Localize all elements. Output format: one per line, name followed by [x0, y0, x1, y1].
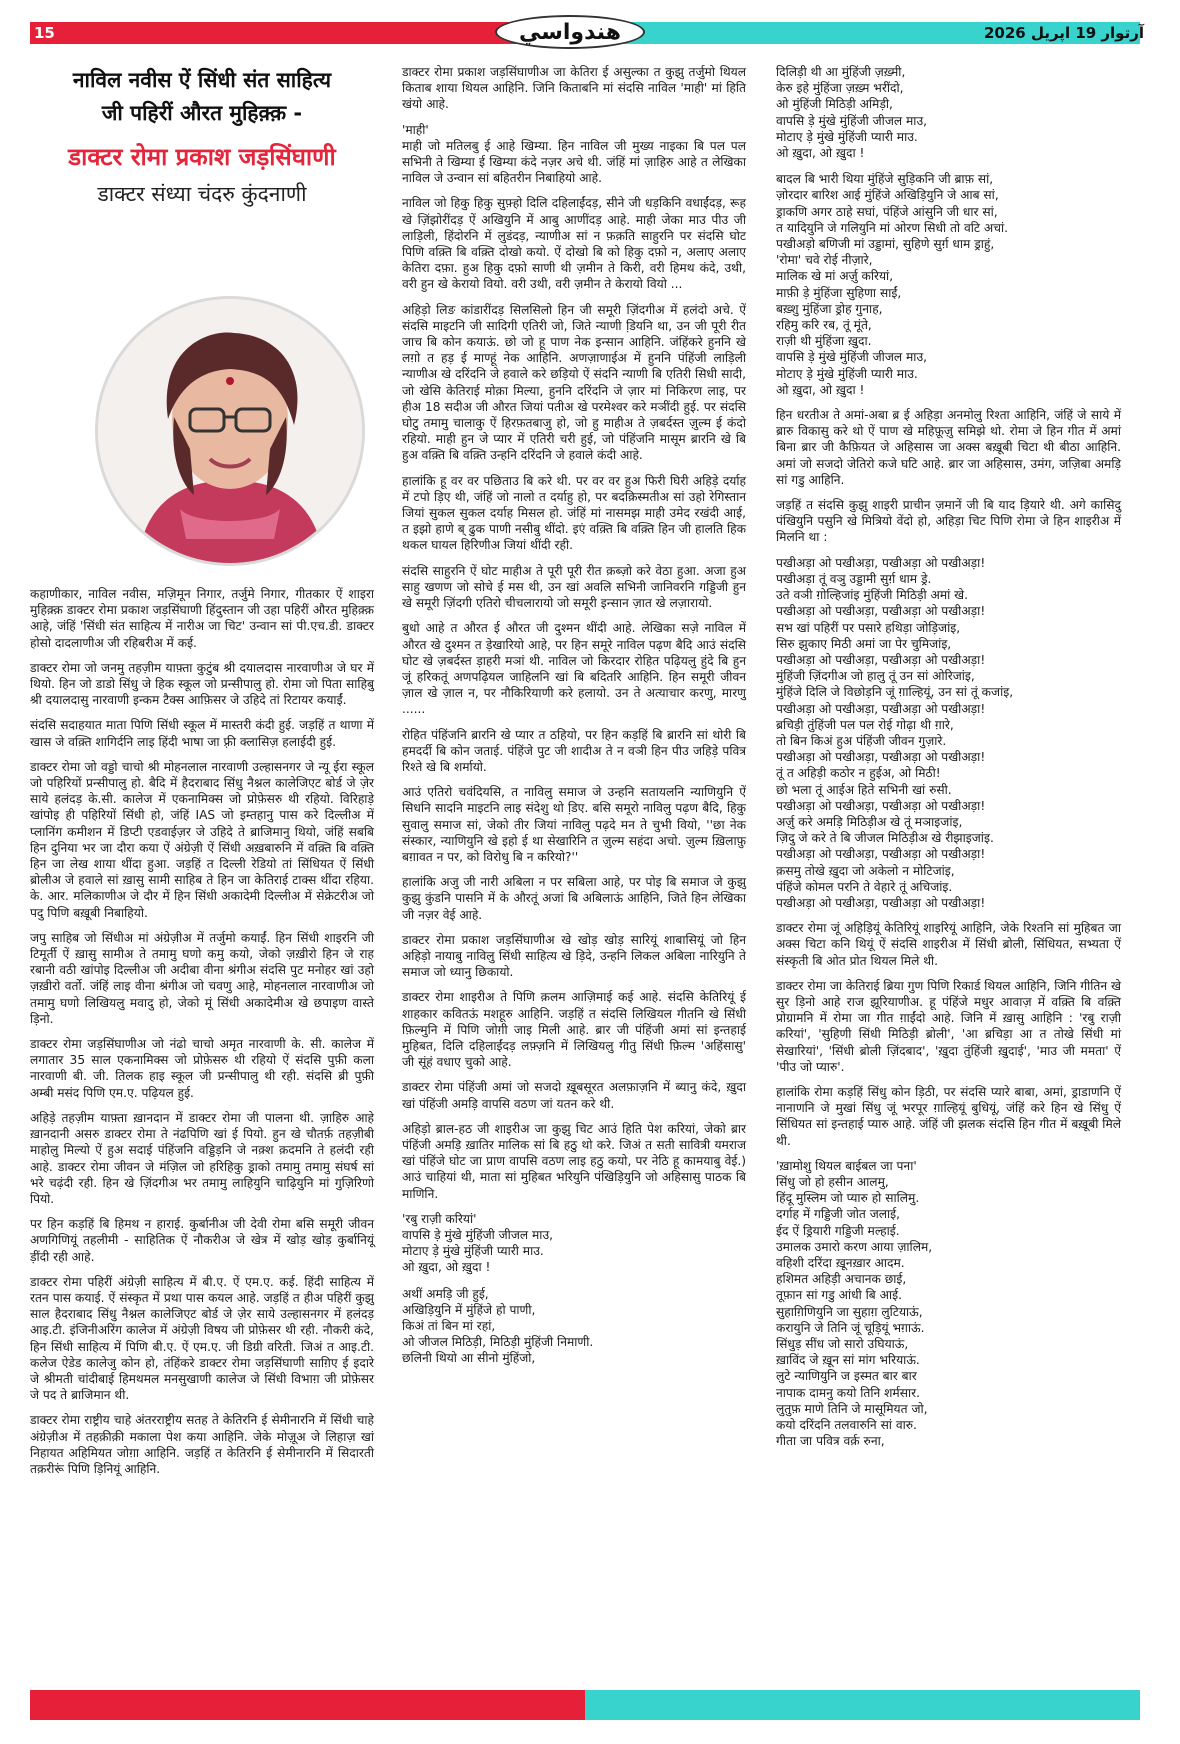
column-3: [776, 64, 1121, 1458]
poem-line: सभ खां पहिरीं पर पसारे हथिड़ा जोड़िजांइ,: [776, 620, 961, 635]
paragraph: संदसि सदाहयात माता पिणि सिंधी स्कूल में मास्तरी कंदी हुई. जड़हिं त थाणा में खास जे वक़्ति शागिर्दनि लाइ हिंदी भाषा जा फ़्री क्लासिज़ हलाईदी हुई.: [30, 718, 374, 749]
paragraph: डाक्टर रोमा प्रकाश जड़सिंघाणीअ खे खोड़ खोड़ सारियूं शाबासियूं जो हिन अहिड़ो नायाबु नाविलु सिंधी साहित्य खे ड़िदे, उन्हनि लिकल अबिला नारियुनि ते समाज जो ध्यानु छिकायो.: [402, 932, 746, 980]
footer-bar: [30, 1690, 1140, 1720]
poem-line: वापसि ड़े मुंखे मुंहिंजी जीजल माउ,: [402, 1228, 554, 1242]
poem-line: कयो दरिंदनि तलवारुनि सां वारु.: [776, 1418, 917, 1433]
portrait-photo: [95, 296, 365, 566]
poem-line: वापसि ड़े मुंखे मुंहिंजी जीजल माउ,: [776, 350, 928, 365]
paragraph: माही जो मतिलबु ई आहे खिम्या. हिन नाविल जी मुख्य नाइका बि पल पल सभिनी ते खिम्या ई खिम्या कंदे नज़र अचे थी. जंहिं मां ज़ाहिरु आहे त लेखिका नाविल जे उन्वान सां बहितरीन निबाहियो आहे.: [402, 138, 746, 186]
paragraph: डाक्टर रोमा जड़सिंघाणीअ जो नंढो चाचो अमृत नारवाणी के. सी. कालेज में लगातार 35 साल एकनामिक्स जो प्रोफ़ेसरु थी रहियो ऐं संदसि पुफ़ी कला नारवाणी बी. जी. तिलक हाइ स्कूल जी प्रन्सीपालु थी रही. संदसि ब्री पुफ़ी अम्बी मसंद पिणि एम.ए. पढ़ियल हुई.: [30, 1037, 374, 1100]
poem-line: हशिमत अहिड़ी अचानक छाई,: [776, 1272, 907, 1287]
paragraph: डाक्टर रोमा प्रकाश जड़सिंघाणीअ जा केतिरा ई असुल्का त कुझु तर्जुमो थियल किताब शाया थियल आहिनि. जिनि किताबनि मां संदसि नाविल 'माही' मां हिति खंयो आहे.: [402, 65, 746, 112]
poem-line: किअं तां बिन मां रहां,: [402, 1319, 496, 1334]
poem-line: रहिमु करि रब, तूं मूंते,: [776, 318, 872, 333]
poem-line: सिंधुड़ सींध जो सारो उघियाऊं,: [776, 1337, 909, 1352]
poem-line: ख़ाविंद जे ख़ून सां मांग भरियाऊं.: [776, 1353, 920, 1368]
poem-line: ओ जीजल मिठिड़ी, मिठिड़ी मुंहिंजी निमाणी.: [402, 1335, 594, 1350]
poem-line: मालिक खे मां अर्ज़ु करियां,: [776, 269, 894, 284]
poem-line: पंहिंजे कोमल परनि ते वेहारे तूं अचिजांइ.: [776, 879, 953, 894]
poem-line: अथीं अमड़ि जी हुई,: [402, 1286, 489, 1301]
poem-continued: [776, 64, 1121, 398]
poem-line: तो बिन किअं हुअ पंहिंजी जीवन गुज़ारे.: [776, 733, 947, 748]
poem-line: पखीअड़ा ओ पखीअड़ा, पखीअड़ा ओ पखीअड़ा!: [776, 798, 986, 813]
headline-line-2: जी पहिरीं औरत मुहिक़्क़ -: [101, 101, 303, 125]
poem-line: माफ़ी ड़े मुंहिंजा सुहिणा साईं,: [776, 285, 902, 300]
poem-line: छो भला तूं आईअ हिते सभिनी खां रुसी.: [776, 782, 952, 797]
poem-line: सिरु झुकाए मिठी अमां जा पेर चुमिजांइ,: [776, 636, 952, 651]
masthead-logo: هندواسي: [495, 15, 645, 49]
page-number: 15: [34, 24, 55, 42]
dateline: آرتوار 19 اپريل 2026: [983, 24, 1144, 42]
poem-line: ईद ऐं ड्रियारी गड्डिजी मल्हाई.: [776, 1223, 900, 1238]
column-1-body: [30, 586, 374, 1486]
poem-line: 'रोमा' चवे रोई नीज़ारे,: [776, 253, 873, 268]
paragraph: हिन धरतीअ ते अमां-अबा ब्र ई अहिड़ा अनमोलु रिश्ता आहिनि, जंहिं जे साये में ब्रारु विकासु करे थो ऐं पाण खे महिफ़ूज़ु समिझे थो. रोमा जे हिन गीत में अमां बिना ब्रार जी कैफ़ियत जे अहिसास जा अक्स बख़ूबी चिटा थी बीठा आहिनि. अमां जो सजदो जेतिरो कजे घटि आहे. ब्रार जा अहिसास, उमंग, जज़िबा अमड़ि सां गडु आहिनि.: [776, 408, 1121, 487]
poem-line: पखीअड़ा ओ पखीअड़ा, पखीअड़ा ओ पखीअड़ा!: [776, 604, 986, 619]
poem-line: पखीअड़ा तूं वञु उड्डामी सुर्ग़ धाम ड्रे.: [776, 571, 932, 586]
paragraph: कहाणीकार, नाविल नवीस, मज़िमून निगार, तर्जुमे निगार, गीतकार ऐं शाइरा मुहिक़्क़ डाक्टर रोमा प्रकाश जड़सिंघाणी हिंदुस्तान जी उहा पहिरीं औरत मुहिक़्क़ आहे, जंहिं 'सिंधी संत साहित्य में नारीअ जा चिट' उन्वान सां पी.एच.डी. डाक्टर होसो दादलाणीअ जी रहिबरीअ में कई.: [30, 587, 374, 650]
column-2: [402, 64, 746, 1376]
poem-line: मोटाए ड़े मुंखे मुंहिंजी प्यारी माउ.: [776, 129, 918, 144]
footer-bar-red: [30, 1690, 585, 1720]
poem-line: छलिनी थियो आ सीनो मुंहिंजो,: [402, 1351, 536, 1366]
subject-name: डाक्टर रोमा प्रकाश जड़सिंघाणी: [68, 143, 336, 171]
poem-line: गीता जा पवित्र वर्क़ रुना,: [776, 1434, 885, 1449]
byline: डाक्टर संध्या चंदरु कुंदनाणी: [97, 182, 307, 206]
paragraph: संदसि साहुरनि ऐं घोट माहीअ ते पूरी पूरी रीत क़ब्ज़ो करे वेठा हुआ. अजा हुअ साहु खणण जो सोचे ई मस थी, उन खां अवलि सभिनी जानिवरनि गड्डिजी हुन खे समूरी ज़िंदगी एतिरो चीचलारायो जो समूरी इन्सान ज़ात खे लज़ारायो.: [402, 563, 746, 611]
paragraph: डाक्टर रोमा जा केतिराई ब्रिया गुण पिणि रिकार्ड थियल आहिनि, जिनि गीतिन खे सुर ड़िनो आहे राज झूरियाणीअ. हू पंहिंजे मधुर आवाज़ में वक़्ति बि वक़्ति प्रोग्रामनि में रोमा जा गीत ग़ाईंदो आहे. जिनि में ख़ासु आहिनि : 'रबु राज़ी करियां', 'सुहिणी सिंधी मिठिड़ी ब्रोली', 'आ ब्रचिड़ा आ त तोखे सिंधी मां सेखारियां', 'सिंधी ब्रोली ज़िंदबाद', 'ख़ुदा तुंहिंजी ख़ुदाई', 'माउ जी ममता' ऐं 'पीउ जो प्यारु'.: [776, 978, 1121, 1074]
poem-line: 'रबु राज़ी करियां': [402, 1211, 477, 1226]
poem-line: ओ ख़ुदा, ओ ख़ुदा !: [776, 382, 865, 397]
paragraph: डाक्टर रोमा जो वड्डो चाचो श्री मोहनलाल नारवाणी उल्हासनगर जे न्यू ईरा स्कूल जो पहिरियों प्रन्सीपालु हो. बैदि में हैदराबाद सिंधु नैश्नल कालेजिएट बोर्ड जे ज़ेर साये हलंदड़ के.सी. कालेज में एकनामिक्स जो प्रोफ़ेसरु थी रहियो. विरिहाड़े खांपोइ ही पहिरियों सिंधी हो, जंहिं IAS जो इम्तहानु पास करे दिल्लीअ में प्लानिंग कमीशन में डिप्टी एडवाईज़र जे उहिदे ते ब्राजिमानु थियो, जंहिं सबबि हिन दुनिया भर जा दौरा कया ऐं अंग्रेज़ी ऐं सिंधी अख़बारुनि में वक़्ति बि वक़्ति हिन जा लेख शाया थींदा हुआ. जड़हिं त दिल्ली रेडियो तां सिंधियत ऐं सिंधी ब्रोलीअ जे हवाले सां ख़ासु सामी साहिब ते हिन जा केतिराई टाक्स थींदा रहिया. के. आर. मलिकाणीअ जे दौर में हिन सिंधी अकादेमी दिल्लीअ में सेक्रेटरीअ जो पदु पिणि बख़ूबी निबाहियो.: [30, 759, 374, 920]
poem-line: करायुनि जे तिनि जूं चूड़ियूं भग़ाऊं.: [776, 1320, 925, 1335]
paragraph: बुधो आहे त औरत ई औरत जी दुश्मन थींदी आहे. लेखिका सज़े नाविल में औरत खे दुश्मन त ड़ेखारियो आहे, पर हिन समूरे नाविल पढ़ण बैदि आउं संदसि घोट खे ज़बर्दस्त ड़ाहरी मञां थी. नाविल जो किरदार रोहित पढ़ियलु हुंदे बि हुन जूं हरिकतूं अणपढ़ियल जाहिलनि खां बि बदितरि आहिनि. हिन समूरी जीवन ज़ाल खे ज़ाल न, पर नौकिरियाणी करे हलायो. उन ते अत्याचार करणु, मारणु ......: [402, 621, 746, 717]
novel-title: 'माही': [402, 122, 429, 137]
paragraph: डाक्टर रोमा पहिरीं अंग्रेज़ी साहित्य में बी.ए. ऐं एम.ए. कई. हिंदी साहित्य में रतन पास कयाई. ऐं संस्कृत में प्रथा पास कयल आहे. जड़हिं त हीअ पहिरीं कुझु साल हैदराबाद सिंधु नैश्नल कालेजिएट बोर्ड जे ज़ेर साये उल्हासनगर में हलंदड़ आइ.टी. इंजिनीअरिंग कालेज में अंग्रेज़ी विषय जी प्रोफ़ेसर थी रही. नौकरी कंदे, हिन सिंधी साहित्य में पिणि बी.ए. ऐं एम.ए. जी डिग्री वरिती. जिअं त आइ.टी. कलेज ऐडेड कालेजु कोन हो, तंहिंकरे डाक्टर रोमा जड़सिंघाणी साग़िए ई इदारे जे श्रीमती चांदीबाई हिमथमल मनसुखाणी कालेज जे सिंधी विभाग़ जी प्रोफ़ेसर जे पद ते ब्राजिमान थी.: [30, 1274, 374, 1403]
poem-line: वहिशी दरिंदा ख़ूनख़ार आदम.: [776, 1256, 905, 1271]
paragraph: अहिड़ो लिङ कांडारींदड़ सिलसिलो हिन जी समूरी ज़िंदगीअ में हलंदो अचे. ऐं संदसि माइटनि जी सादिगी एतिरी जो, जिते न्याणी डि़यनि था, उन जी पूरी रीत जाच बि कोन कयाऊं. छो जो हू पाण नेक इन्सान आहिनि. जंहिंकरे हुननि खे लग़ो त हड़ ई माण्हूं नेक आहिनि. अणज़ाणाईअ में हुननि पंहिंजी लाड़िली न्याणीअ खे दरिंदनि जे हवाले करे छड़ियो ऐं संदनि न्याणी बि एतिरी सिधी सादी, जो खेसि केतिराई मोक़ा मिल्या, हुननि दरिंदनि जे ज़ार मां निकिरण लाइ, पर हीअ 18 सदीअ जी औरत जियां पतीअ खे परमेश्वर करे मञींदी हुई. पर संदसि घोटु तमामु चालाकु ऐं हिरफ़तबाजु हो, जो हु माहीअ ते ज़बर्दस्त ज़ुल्म ई कंदो रहियो. माही हुन जे प्यार में एतिरी चरी हुई, जो पंहिंजनि मासूम ब्रारनि खे बि हुअ वक़्ति बि वक़्ति उन्हनि दरिंदनि जे हवाले कंदी आहे.: [402, 302, 746, 463]
poem-line: बख़्शु मुंहिंजा ड्रोह गुनाह,: [776, 301, 883, 316]
poem-line: पखीअड़ा ओ पखीअड़ा, पखीअड़ा ओ पखीअड़ा!: [776, 847, 986, 862]
poem-rabu-razi: [402, 1211, 746, 1367]
paragraph: हालांकि रोमा कड़हिं सिंधु कोन ड़िठी, पर संदसि प्यारे बाबा, अमां, ड्राडाणनि ऐं नानाणनि जे मुखां सिंधु जूं भरपूर ग़ाल्हियूं बुधियूं, जंहिं करे हिन खे सिंधु ऐं सिंधियत सां इन्तहाई प्यारु आहे. जंहिं जी झलक संदसि हिन गीत में बख़ूबी मिले थी.: [776, 1084, 1121, 1148]
paragraph: हालांकि अजु जी नारी अबिला न पर सबिला आहे, पर पोइ बि समाज जे कुझु कुझु कुंडनि पासनि में के औरतूं अजां बि अबिलाऊं आहिनि, जिते हिन लेखिका जी नज़र वेई आहे.: [402, 875, 746, 922]
poem-line: ज़ोरदार बारिश आई मुंहिंजे अखिड़ियुनि जे आब सां,: [776, 188, 999, 203]
poem-line: तूफ़ान सां गडु आंधी बि आई.: [776, 1288, 902, 1303]
poem-line: 'ख़ामोशु थियल बाईबल जा पना': [776, 1158, 917, 1173]
poem-line: पखीअड़ा ओ पखीअड़ा, पखीअड़ा ओ पखीअड़ा!: [776, 750, 986, 765]
poem-line: पखीअड़ो बणिजी मां उड्डामां, सुहिणे सुर्ग़ धाम ड्राहुं,: [776, 237, 995, 252]
poem-line: पखीअड़ा ओ पखीअड़ा, पखीअड़ा ओ पखीअड़ा!: [776, 652, 986, 667]
paragraph: जपु साहिब जो सिंधीअ मां अंग्रेज़ीअ में तर्जुमो कयाईं. हिन सिंधी शाइरनि जी टिमूर्ती ऐं ख़ासु सामीअ ते तमामु घणो कमु कयो, जेको ज़ख़ीरो हिन जे राह रबानी वठी खांपोइ दिल्लीअ जी अदीबा वीना श्रंगीअ संदसि पुट मनोहर खां उहो ज़ख़ीरो वर्तो. जंहिं लाइ वीना श्रंगीअ जो चवणु आहे, मोहनलाल नारवाणीअ जो तमामु घणो लिखियलु मवादु हो, जेको मूं सिंधी अकादेमीअ खे छपाइण वास्ते ड़िनो.: [30, 930, 374, 1026]
poem-line: पखीअड़ा ओ पखीअड़ा, पखीअड़ा ओ पखीअड़ा!: [776, 555, 986, 570]
poem-line: नापाक दामनु कयो तिनि शर्मसार.: [776, 1385, 920, 1400]
poem-line: मुंहिंजी ज़िंदगीअ जो हालु तूं उन सां ओरिजांइ,: [776, 669, 975, 684]
paragraph: डाक्टर रोमा पंहिंजी अमां जो सजदो ख़ूबसूरत अलफ़ाज़नि में ब्यानु कंदे, ख़ुदा खां पंहिंजी अमड़ि वापसि वठण जां यतन करे थी.: [402, 1080, 746, 1111]
poem-line: राज़ी थी मुंहिंजा ख़ुदा.: [776, 334, 872, 349]
poem-line: लुटे न्याणियुनि ज इस्मत बार बार: [776, 1369, 917, 1384]
paragraph: जड़हिं त संदसि कुझु शाइरी प्राचीन ज़मानें जी बि याद ड़ियारे थी. अगे कासिदु पंखियुनि पसुनि खे मित्रियो वेंदो हो, अहिड़ा चिट पिणि रोमा जे हिन शाइरीअ में मिलनि था :: [776, 498, 1121, 545]
poem-line: उते वञी ग़ोल्हिजांइ मुंहिंजी मिठिड़ी अमां खे.: [776, 588, 969, 603]
poem-line: तूं त अहिड़ी कठोर न हुईअ, ओ मिठी!: [776, 766, 941, 781]
poem-line: ब्रचिड़ी तुंहिंजी पल पल रोई गोढ़ा थी ग़ारे,: [776, 717, 954, 732]
paragraph: नाविल जो हिकु हिकु सुफ़्हो दिलि दहिलाईंदड़, सीने जी धड़किनि वधाईंदड़, रूह खे ज़िंझोरींदड़ ऐं अखियुनि में आबु आणींदड़ आहे. माही जेका माउ पीउ जी लाड़िली, हिंदोरनि में लुडंदड़, न्याणीअ सां न फ़क़ति साहुरनि पर संदसि घोट पिणि वक़्ति बि वक़्ति दोखो कयो. ऐं दोखो बि को हिकु दफ़ो न, अलाए अलाए केतिरा दफ़ा. हुअ हिकु दफ़ो साणी थी ज़मीन ते किरी, वरी हिमथ कंदे, उथी, वरी हुन खे केरायो वियो. वरी उथी, वरी ज़मीन ते केरायो वियो ...: [402, 196, 746, 292]
paragraph: अहिड़ो ब्राल-हठ जी शाइरीअ जा कुझु चिट आउं हिति पेश करियां, जेको ब्रार पंहिंजी अमड़ि ख़ातिर मालिक सां बि हठु थो करे. जिअं त सती सावित्री यमराज खां पंहिंजे घोट जा प्राण वापसि वठण लाइ हठु कयो, पर नेठि हू कामयाबु वेई.) आउं चाहियां थी, माता सां मुहिबत भरियुनि पंखिड़ियुनि जो अहिसासु पाठक बि माणिनि.: [402, 1121, 746, 1201]
paragraph: आउं एतिरो चवंदियसि, त नाविलु समाज जे उन्हनि सतायलनि न्याणियुनि ऐं सिधनि सादनि माइटनि लाइ संदेशु थो डि़ए. बसि समूरो नाविलु पढ़ण बैदि, हिकु सुवालु समाज सां, जेको तीर जियां नाविलु पढ़दे मन ते चुभी वियो, ''छा नेक संस्कार, न्याणियुनि खे इहो ई था सेखारिनि त ज़ुल्म सहंदा अचो. ज़ुल्म ख़िलाफ़ु बग़ावत न पर, को विरोधु बि न करियो?'': [402, 785, 746, 864]
poem-line: मुंहिंजे दिलि जे विछोड़नि जूं ग़ाल्हियूं, उन सां तूं कजांइ,: [776, 685, 1014, 700]
paragraph: रोहित पंहिंजनि ब्रारनि खे प्यार त ठहियो, पर हिन कड़हिं बि ब्रारनि सां थोरी बि हमदर्दी बि कोन जताई. पंहिंजे पुट जी शादीअ ते न वञी हिन पीउ जहिड़े पवित्र रिश्ते खे बि शर्मायो.: [402, 727, 746, 774]
poem-line: [776, 161, 1121, 171]
poem-line: मोटाए ड़े मुंखे मुंहिंजी प्यारी माउ.: [402, 1244, 544, 1259]
poem-line: त यादियुनि जे गलियुनि मां ओरण सिधी तो वटि अचां.: [776, 220, 1008, 235]
poem-line: बादल बि भारी थिया मुंहिंजे सुड़िकनि जी ब्राफ़ सां,: [776, 172, 994, 187]
paragraph: डाक्टर रोमा जो जनमु तहज़ीम याफ़्ता कुटुंब श्री दयालदास नारवाणीअ जे घर में थियो. हिन जो डाडो सिंधु जे हिक स्कूल जो प्रन्सीपालु हो. रोमा जो पिता साहिबु श्री दयालदासु नारवाणी इन्कम टैक्स आफ़िसर जे उहिदे तां रिटायर कयाईं.: [30, 660, 374, 708]
poem-line: अखिड़ियुनि में मुंहिंजे हो पाणी,: [402, 1302, 536, 1317]
poem-line: हिंदू मुस्लिम जो प्यारु हो सालिमु.: [776, 1191, 920, 1206]
poem-line: सुहाग़िणियुनि जा सुहाग़ लुटियाऊं,: [776, 1304, 923, 1319]
poem-line: दर्गाह में गड्डिजी जोत जलाई,: [776, 1207, 901, 1222]
poem-khamoshu: [776, 1158, 1121, 1450]
poem-line: केरु इहे मुंहिंजा ज़ख़्म भरींदो,: [776, 81, 904, 96]
poem-line: उमालक उमारो करण आया ज़ालिम,: [776, 1239, 933, 1254]
portrait-illustration: [98, 299, 362, 563]
poem-line: ओ मुंहिंजी मिठिड़ी अमिड़ी,: [776, 97, 893, 112]
poem-line: दिलिड़ी थी आ मुंहिंजी ज़ख़्मी,: [776, 65, 906, 79]
paragraph: डाक्टर रोमा राष्ट्रीय चाहे अंतरराष्ट्रीय सतह ते केतिरनि ई सेमीनारनि में सिंधी चाहे अंग्रेज़ीअ में तहक़ीक़ी मकाला पेश कया आहिनि. जेके मोज़ूअ जे लिहाज़ खां निहायत अहिमियत जोग़ा आहिनि. जड़हिं त केतिरनि ई सेमीनारनि में सिदारती तक़रीरूं पिणि ड़िनियूं आहिनि.: [30, 1413, 374, 1476]
paragraph: पर हिन कड़हिं बि हिमथ न हाराई. कुर्बानीअ जी देवी रोमा बसि समूरी जीवन अणगिणियूं तहलीमी - साहितिक ऐं नौकरीअ जे खेत्र में खोड़ खोड़ कुर्बानियूं ड़ींदी रही आहे.: [30, 1217, 374, 1264]
paragraph: डाक्टर रोमा जूं अहिड़ियूं केतिरियूं शाइरियूं आहिनि, जेके रिश्तनि सां मुहिबत जा अक्स चिटा कनि थियूं ऐं संदसि शाइरीअ में सिंधी ब्रोली, सिंधियत, सभ्यता ऐं संस्कृती बि ओत प्रोत थियल मिले थी.: [776, 921, 1121, 968]
poem-line: अर्ज़ु करे अमड़ि मिठिड़ीअ खे तूं मञाइजांइ,: [776, 814, 963, 829]
poem-pakhiarra: [776, 555, 1121, 911]
paragraph: डाक्टर रोमा शाइरीअ ते पिणि क़लम आज़िमाई कई आहे. संदसि केतिरियूं ई शाहकार कवितऊं मशहूरु आहिनि. जड़हिं त संदसि लिखियल गीतनि खे सिंधी फ़िल्मुनि में पिणि जोग़ी जाइ मिली आहे. ब्रार जी पंहिंजी अमां सां इन्तहाई मुहिबत, दिलि दहिलाईंदड़ लफ़्ज़नि में लिखियलु गीतु सिंधी फ़िल्म 'अहिंसासु' जी सूंहं वधाए चुको आहे.: [402, 990, 746, 1070]
poem-line: लुतुफ़ माणे तिनि जे मासूमियत जो,: [776, 1401, 928, 1416]
poem-line: ओ ख़ुदा, ओ ख़ुदा !: [402, 1260, 491, 1275]
column-1: [30, 64, 374, 1476]
poem-line: [402, 1276, 746, 1286]
poem-line: ज़िदु जे करे ते बि जीजल मिठिड़ीअ खे रीझाइजांइ.: [776, 831, 994, 846]
poem-line: क़समु तोखे ख़ुदा जो अकेलो न मोटिजांइ,: [776, 863, 955, 878]
poem-line: ओ ख़ुदा, ओ ख़ुदा !: [776, 146, 865, 161]
footer-bar-teal: [585, 1690, 1140, 1720]
headline-line-1: नाविल नवीस ऐं सिंधी संत साहित्य: [72, 68, 332, 92]
paragraph: हालांकि हू वर वर पछिताउ बि करे थी. पर वर वर हुअ फिरी घिरी अहिड़े दर्याह में टपो ड़िए थी, जंहिं जो नालो त दर्याहु हो, पर बदक़िस्मतीअ सां उहो रेगिस्तान जियां सुकल सुकल दर्याह मिसल हो. जंहिं मां नासमझ माही उमेद रखंदी आई, त इझो हाणे ब् ढुक पाणी नसीबु थींदो. इएं वक़्ति बि वक़्ति हिन जी हालति हिक थकल घायल हिरिणीअ जियां थींदी रही.: [402, 473, 746, 553]
poem-line: सिंधु जो हो हसीन आलमु,: [776, 1175, 889, 1189]
poem-line: पखीअड़ा ओ पखीअड़ा, पखीअड़ा ओ पखीअड़ा!: [776, 701, 986, 716]
poem-line: ड्राकणि अगर ठाहे सघां, पंहिंजे आंसुनि जी धार सां,: [776, 204, 998, 219]
poem-line: मोटाए ड़े मुंखे मुंहिंजी प्यारी माउ.: [776, 366, 918, 381]
poem-line: वापसि ड़े मुंखे मुंहिंजी जीजल माउ,: [776, 113, 928, 128]
poem-line: पखीअड़ा ओ पखीअड़ा, पखीअड़ा ओ पखीअड़ा!: [776, 895, 986, 910]
paragraph: अहिड़े तहज़ीम याफ़्ता ख़ानदान में डाक्टर रोमा जी पालना थी. ज़ाहिरु आहे ख़ानदानी असरु डाक्टर रोमा ते नंढपिणि खां ई पियो. हुन खे चौतर्फ़ तहज़ीबी माहोलु मिल्यो ऐं हुअ सदाई पंहिंजनि वड्डिड़नि जे नक़्श क़दमनि ते हलंदी रही आहे. डाक्टर रोमा जीवन जे मंज़िल जो हरिहिकु ड्राको तमामु तमामु संघर्ष सां भरे चढ़ंदी रही. हिन खे ज़िंदगीअ भर तमामु लाहियुनि चाढ़ियुनि मां गुज़िरिणो पियो.: [30, 1110, 374, 1206]
